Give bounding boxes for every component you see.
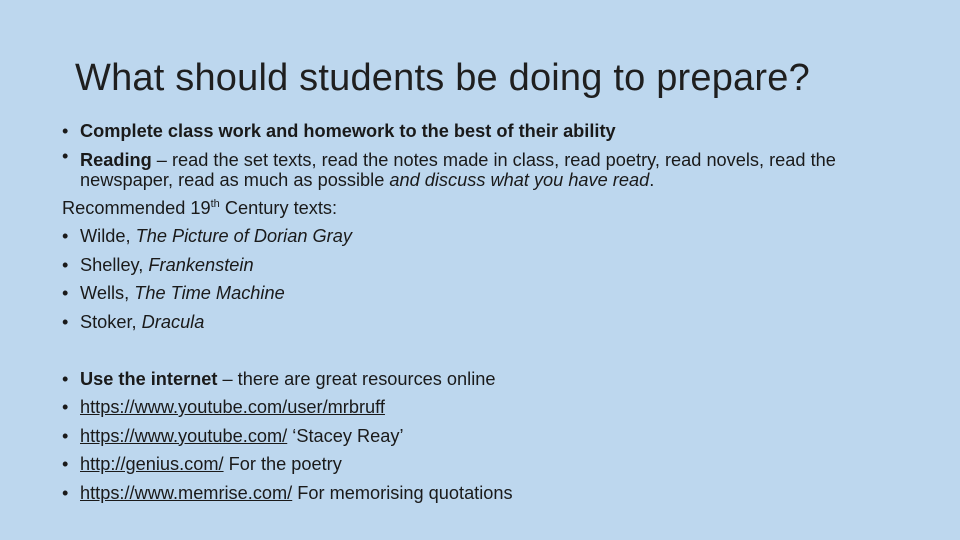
- link-note: ‘Stacey Reay’: [287, 425, 404, 446]
- text-author: Wells,: [80, 283, 135, 304]
- bullet-reading: [62, 146, 922, 194]
- reading-text: – read the set texts, read the notes made in class, read poetry, read novels, read the newspaper, read as much as possible: [80, 149, 836, 190]
- slide-body: [62, 117, 922, 508]
- recommended-heading: [62, 194, 922, 223]
- recommended-sup: th: [210, 197, 220, 210]
- bullet-classwork: [62, 117, 922, 146]
- text-title: The Time Machine: [134, 283, 285, 304]
- spacer: [62, 337, 922, 365]
- reading-label: Reading: [80, 149, 152, 170]
- link-genius[interactable]: http://genius.com/: [80, 454, 224, 475]
- bullet-classwork-text: Complete class work and homework to the best of their ability: [80, 121, 616, 141]
- link-note: For the poetry: [223, 454, 342, 475]
- internet-label: Use the internet: [80, 368, 218, 389]
- text-title: Frankenstein: [148, 254, 254, 275]
- text-title: The Picture of Dorian Gray: [135, 226, 352, 247]
- link-item: [62, 422, 922, 451]
- text-author: Stoker,: [80, 311, 142, 332]
- text-item: [62, 279, 922, 308]
- text-item: [62, 251, 922, 280]
- recommended-suffix: Century texts:: [219, 197, 338, 218]
- text-author: Shelley,: [80, 254, 149, 275]
- text-item: [62, 222, 922, 251]
- reading-end: .: [649, 169, 655, 190]
- link-item: [62, 479, 922, 508]
- text-item: [62, 308, 922, 337]
- recommended-prefix: Recommended 19: [62, 197, 211, 218]
- link-mrbruff[interactable]: https://www.youtube.com/user/mrbruff: [80, 397, 385, 418]
- text-author: Wilde,: [80, 226, 136, 247]
- slide-title: What should students be doing to prepare?: [75, 57, 810, 99]
- link-youtube[interactable]: https://www.youtube.com/: [80, 425, 288, 446]
- link-item: [62, 450, 922, 479]
- link-item: [62, 393, 922, 422]
- internet-text: – there are great resources online: [217, 368, 496, 389]
- link-memrise[interactable]: https://www.memrise.com/: [80, 482, 293, 503]
- text-title: Dracula: [141, 311, 205, 332]
- link-note: For memorising quotations: [292, 482, 513, 503]
- reading-italic: and discuss what you have read: [389, 169, 650, 190]
- bullet-internet: [62, 365, 922, 394]
